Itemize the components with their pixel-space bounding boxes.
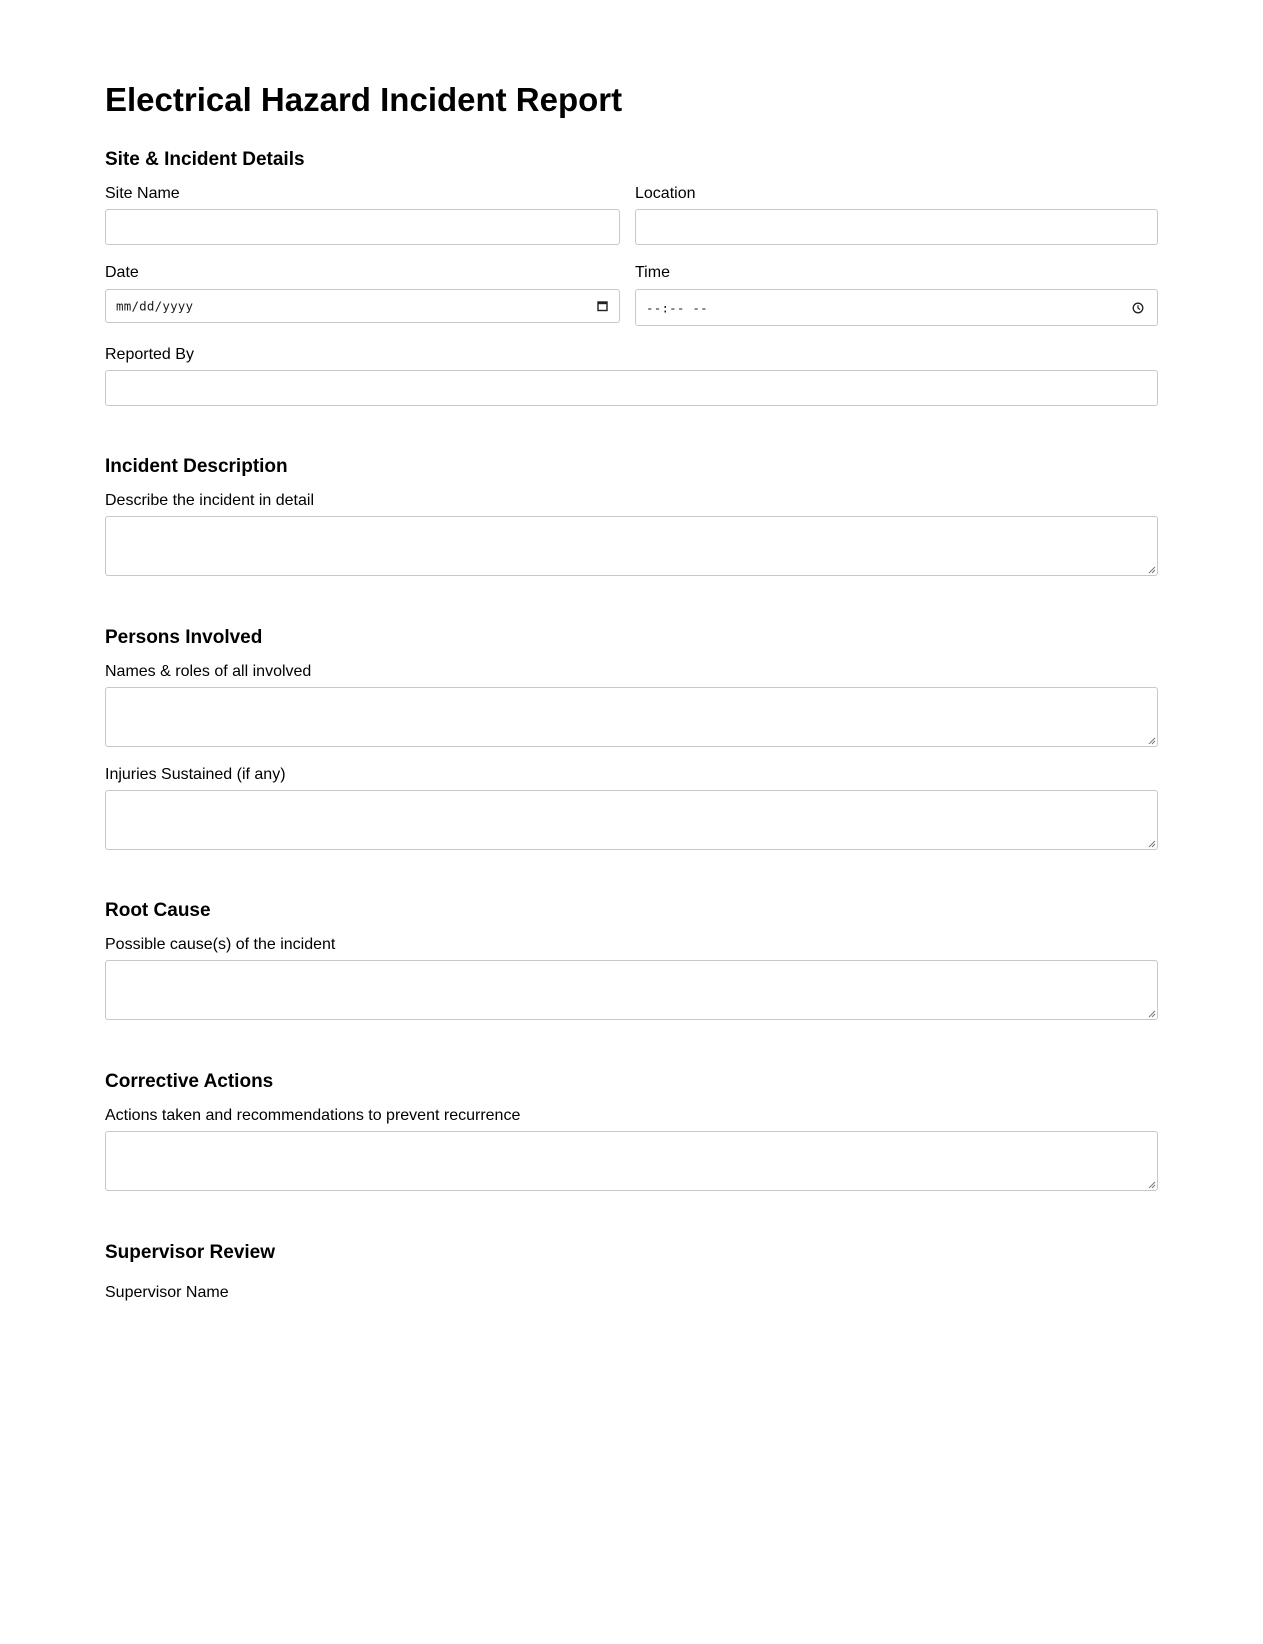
reported-by-label: Reported By <box>105 346 194 363</box>
injuries-label: Injuries Sustained (if any) <box>105 766 286 783</box>
resize-handle-icon[interactable] <box>1147 839 1156 848</box>
resize-handle-icon[interactable] <box>1147 565 1156 574</box>
time-label: Time <box>635 264 670 281</box>
root-cause-label: Possible cause(s) of the incident <box>105 936 336 953</box>
persons-names-label: Names & roles of all involved <box>105 663 312 680</box>
section-title-supervisor-review: Supervisor Review <box>105 1242 276 1263</box>
resize-handle-icon[interactable] <box>1147 736 1156 745</box>
resize-handle-icon[interactable] <box>1147 1009 1156 1018</box>
injuries-textarea[interactable] <box>105 790 1158 850</box>
section-title-incident-description: Incident Description <box>105 456 288 477</box>
date-input[interactable] <box>105 289 620 323</box>
date-label: Date <box>105 264 139 281</box>
page-title: Electrical Hazard Incident Report <box>105 81 623 118</box>
incident-description-label: Describe the incident in detail <box>105 492 315 509</box>
incident-description-textarea[interactable] <box>105 516 1158 576</box>
site-name-label: Site Name <box>105 185 180 202</box>
calendar-icon[interactable] <box>597 301 608 312</box>
supervisor-name-label: Supervisor Name <box>105 1284 229 1301</box>
section-title-corrective-actions: Corrective Actions <box>105 1071 274 1092</box>
corrective-actions-label: Actions taken and recommendations to prevent recurrence <box>105 1107 521 1124</box>
root-cause-textarea[interactable] <box>105 960 1158 1020</box>
time-placeholder: --:-- -- <box>646 300 708 315</box>
location-label: Location <box>635 185 696 202</box>
corrective-actions-textarea[interactable] <box>105 1131 1158 1191</box>
reported-by-input[interactable] <box>105 370 1158 406</box>
section-title-site-details: Site & Incident Details <box>105 149 305 170</box>
resize-handle-icon[interactable] <box>1147 1180 1156 1189</box>
time-input[interactable] <box>635 289 1158 326</box>
section-title-root-cause: Root Cause <box>105 900 211 921</box>
clock-icon[interactable] <box>1132 302 1144 314</box>
date-placeholder: mm/dd/yyyy <box>116 298 194 314</box>
persons-names-textarea[interactable] <box>105 687 1158 747</box>
location-input[interactable] <box>635 209 1158 245</box>
site-name-input[interactable] <box>105 209 620 245</box>
section-title-persons-involved: Persons Involved <box>105 627 263 648</box>
